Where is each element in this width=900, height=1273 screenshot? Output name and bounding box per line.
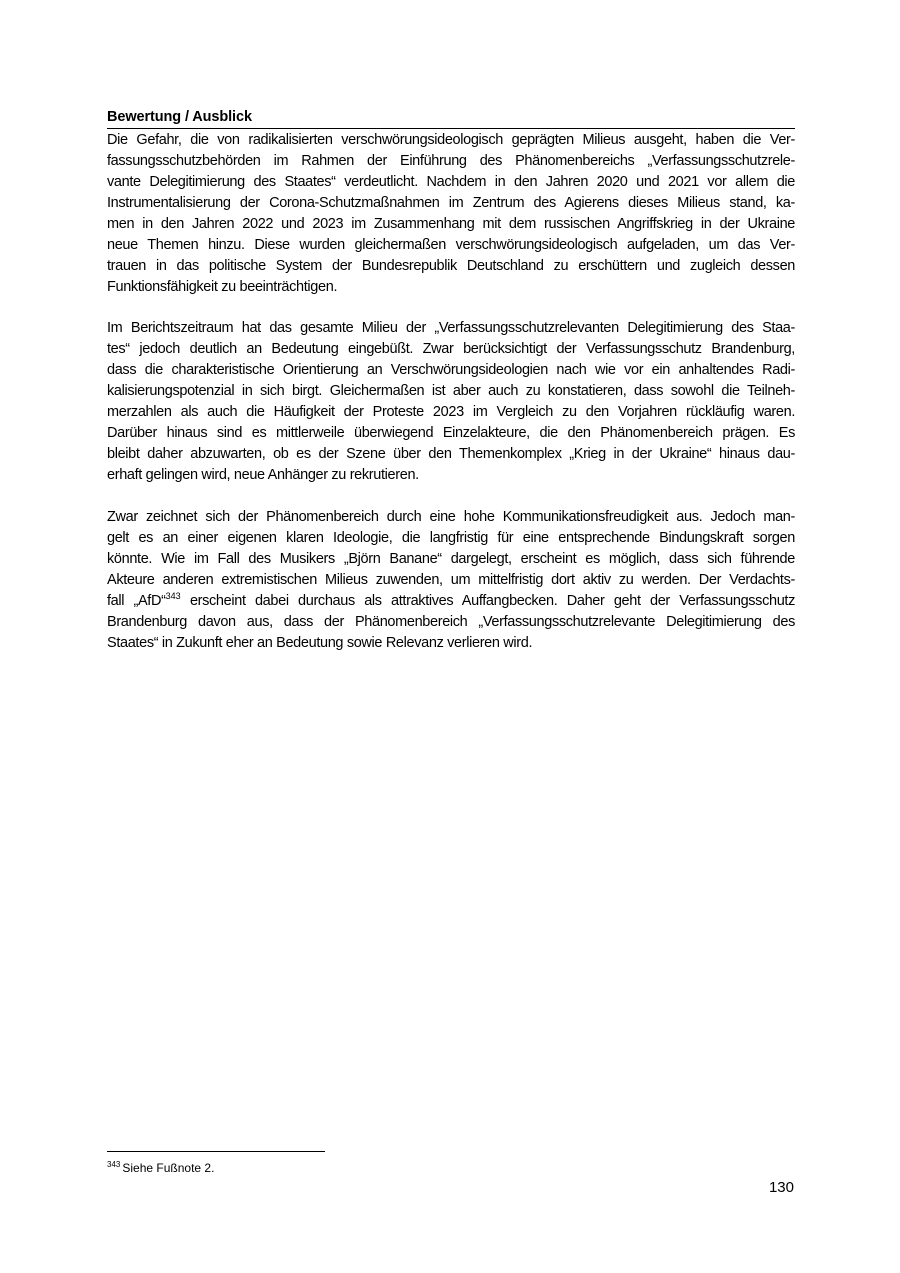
text-line: könnte. Wie im Fall des Musikers „Björn Banane“ dargelegt, erscheint es möglich, dass sich führende [107, 551, 795, 567]
text-line: neue Themen hinzu. Diese wurden gleichermaßen verschwörungsideologisch aufgeladen, um das Ver- [107, 237, 795, 253]
text-line-with-footnote [107, 591, 795, 612]
page-number: 130 [768, 1179, 794, 1196]
text-line: men in den Jahren 2022 und 2023 im Zusammenhang mit dem russischen Angriffskrieg in der Ukraine [107, 216, 795, 232]
section-heading: Bewertung / Ausblick [107, 109, 252, 125]
paragraph-1 [107, 130, 795, 298]
text-line: dass die charakteristische Orientierung an Verschwörungsideologien nach wie vor ein anhaltendes Radi- [107, 362, 795, 378]
text-line: Staates“ in Zukunft eher an Bedeutung sowie Relevanz verlieren wird. [107, 635, 533, 651]
footnote [107, 1160, 214, 1176]
text-fragment: erscheint dabei durchaus als attraktives Auffangbecken. Daher geht der Verfassungsschutz [189, 593, 795, 609]
text-line: Funktionsfähigkeit zu beeinträchtigen. [107, 279, 338, 295]
paragraph-3 [107, 507, 795, 654]
footnote-separator [107, 1151, 325, 1152]
text-line: Darüber hinaus sind es mittlerweile überwiegend Einzelakteure, die den Phänomenbereich prägen. Es [107, 425, 795, 441]
footnote-number: 343 [107, 1160, 121, 1169]
text-line: Instrumentalisierung der Corona-Schutzmaßnahmen im Zentrum des Agierens dieses Milieus stand, ka- [107, 195, 795, 211]
text-line: bleibt daher abzuwarten, ob es der Szene über den Themenkomplex „Krieg in der Ukraine“ hinaus dau- [107, 446, 795, 462]
text-line: Akteure anderen extremistischen Milieus zuwenden, um mittelfristig dort aktiv zu werden. Der Verdachts- [107, 572, 795, 588]
text-line: kalisierungspotenzial in sich birgt. Gleichermaßen ist aber auch zu konstatieren, dass sowohl die Teilneh- [107, 383, 795, 399]
text-fragment: fall „AfD“ [107, 593, 166, 609]
text-line: vante Delegitimierung des Staates“ verdeutlicht. Nachdem in den Jahren 2020 und 2021 vor allem die [107, 174, 795, 190]
text-line: Brandenburg davon aus, dass der Phänomenbereich „Verfassungsschutzrelevante Delegitimierung des [107, 614, 795, 630]
heading-underline [107, 128, 795, 129]
text-line: merzahlen als auch die Häufigkeit der Proteste 2023 im Vergleich zu den Vorjahren rückläufig waren. [107, 404, 795, 420]
text-line: fassungsschutzbehörden im Rahmen der Einführung des Phänomenbereichs „Verfassungsschutzrele- [107, 153, 795, 169]
text-line: erhaft gelingen wird, neue Anhänger zu rekrutieren. [107, 467, 419, 483]
footnote-text: Siehe Fußnote 2. [122, 1161, 215, 1175]
paragraph-2 [107, 318, 795, 486]
footnote-reference[interactable]: 343 [165, 591, 181, 602]
text-line: trauen in das politische System der Bundesrepublik Deutschland zu erschüttern und zugleich dessen [107, 258, 795, 274]
text-line: Zwar zeichnet sich der Phänomenbereich durch eine hohe Kommunikationsfreudigkeit aus. Jedoch man- [107, 509, 795, 525]
text-line: tes“ jedoch deutlich an Bedeutung eingebüßt. Zwar berücksichtigt der Verfassungsschutz Brandenburg, [107, 341, 795, 357]
text-line: Im Berichtszeitraum hat das gesamte Milieu der „Verfassungsschutzrelevanten Delegitimierung des Staa- [107, 320, 795, 336]
text-line: Die Gefahr, die von radikalisierten verschwörungsideologisch geprägten Milieus ausgeht, haben die Ver- [107, 132, 795, 148]
text-line: gelt es an einer eigenen klaren Ideologie, die langfristig für eine entsprechende Bindungskraft sorgen [107, 530, 795, 546]
